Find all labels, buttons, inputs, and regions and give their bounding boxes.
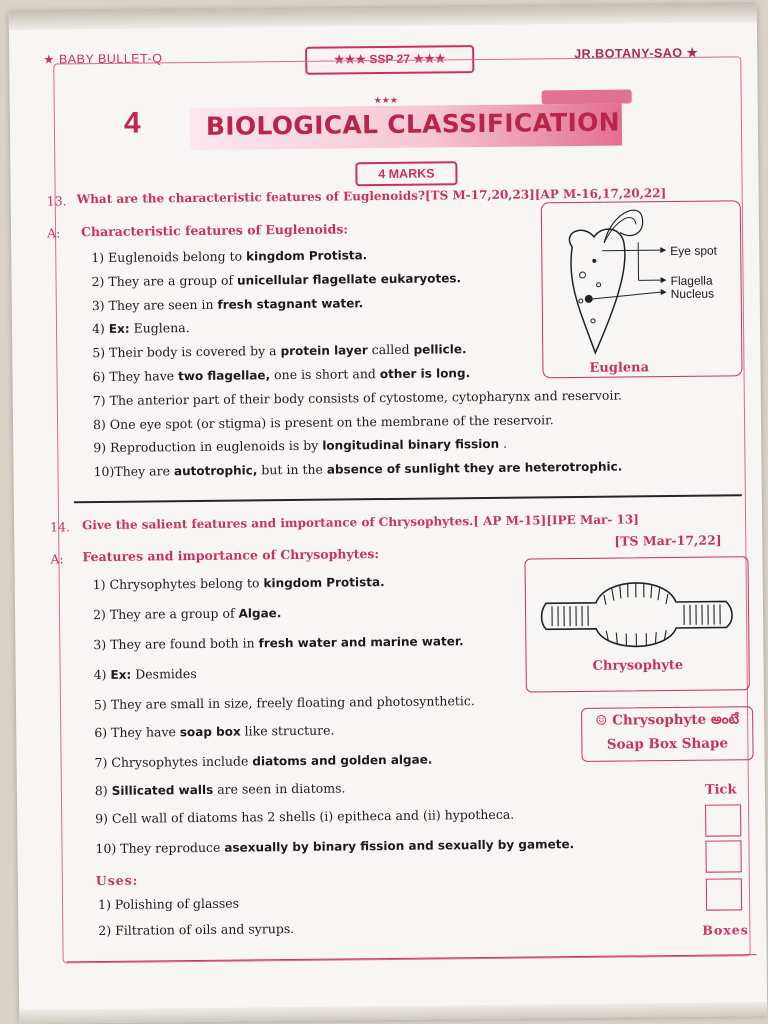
header-center-badge: ★★★ SSP 27 ★★★ bbox=[305, 45, 474, 75]
point-text: 3) They are seen in bbox=[91, 296, 218, 313]
page bbox=[9, 4, 768, 1024]
chrysophyte-diagram bbox=[524, 556, 749, 692]
tick-box-3 bbox=[706, 878, 742, 910]
point-text: but in the bbox=[257, 461, 327, 478]
bold-term: diatoms and golden algae. bbox=[252, 752, 433, 769]
header-left: ★ BABY BULLET-Q bbox=[43, 51, 163, 67]
q14-point-1 bbox=[93, 574, 385, 592]
chapter-number: 4 bbox=[123, 106, 141, 140]
q14-reference: [TS Mar-17,22] bbox=[614, 532, 722, 549]
euglena-diagram bbox=[541, 200, 743, 378]
title-accent bbox=[542, 89, 632, 104]
marks-badge: 4 MARKS bbox=[355, 161, 457, 186]
point-text: 10)They are bbox=[93, 463, 175, 480]
point-text: 9) Reproduction in euglenoids is by bbox=[93, 438, 323, 456]
tick-box-1 bbox=[705, 804, 741, 836]
tick-label: Tick bbox=[704, 782, 737, 798]
bold-term: absence of sunlight they are heterotrophic. bbox=[326, 459, 623, 477]
q14-number: 14. bbox=[50, 519, 71, 535]
q13-point-3 bbox=[92, 295, 363, 313]
point-text: 3) They are found both in bbox=[93, 635, 259, 653]
point-text: . bbox=[499, 436, 508, 452]
point-text: 7) The anterior part of their body consists of cytostome, cytopharynx and reservoir. bbox=[92, 387, 623, 408]
bold-term: unicellular flagellate eukaryotes. bbox=[236, 271, 462, 288]
q14-question: Give the salient features and importance of Chrysophytes.[ AP M-15][IPE Mar- 13] bbox=[82, 512, 639, 533]
use-item-2: 2) Filtration of oils and syrups. bbox=[98, 921, 295, 939]
soapbox-line-2: Soap Box Shape bbox=[606, 735, 729, 753]
point-text: 10) They reproduce bbox=[95, 839, 225, 857]
label-flagella: Flagella bbox=[670, 273, 713, 289]
point-text: 8) One eye spot (or stigma) is present on the membrane of the reservoir. bbox=[92, 411, 554, 432]
point-text: 5) Their body is covered by a bbox=[92, 343, 281, 361]
point-text: 6) They have bbox=[92, 368, 179, 385]
label-nucleus: Nucleus bbox=[670, 286, 715, 302]
label-eye-spot: Eye spot bbox=[670, 243, 718, 259]
point-text: 6) They have bbox=[94, 724, 180, 741]
q14-point-2 bbox=[93, 605, 281, 622]
point-text: 2) They are a group of bbox=[91, 272, 238, 289]
q14-point-4 bbox=[94, 666, 197, 682]
use-item-1: 1) Polishing of glasses bbox=[97, 895, 240, 913]
bold-term: protein layer bbox=[280, 343, 368, 359]
bold-term: kingdom Protista. bbox=[246, 248, 368, 264]
point-text: Desmides bbox=[131, 666, 197, 682]
point-text: are seen in diatoms. bbox=[213, 780, 346, 797]
bold-term: fresh stagnant water. bbox=[217, 295, 364, 312]
bold-term: asexually by binary fission and sexually by gamete. bbox=[224, 837, 575, 855]
bold-term: Algae. bbox=[238, 606, 282, 621]
bold-term: Ex: bbox=[108, 322, 130, 337]
chrysophyte-caption: Chrysophyte bbox=[592, 657, 684, 674]
point-text: 2) They are a group of bbox=[92, 605, 239, 623]
uses-heading: Uses: bbox=[95, 872, 139, 889]
soapbox-line-1: ☺ Chrysophyte అంటే bbox=[595, 711, 740, 729]
q13-point-4 bbox=[92, 320, 190, 336]
point-text: 8) bbox=[94, 782, 112, 799]
euglena-caption: Euglena bbox=[589, 360, 650, 376]
point-text: Euglena. bbox=[129, 320, 190, 337]
point-text: 1) Chrysophytes belong to bbox=[92, 575, 264, 593]
point-text: 1) Euglenoids belong to bbox=[91, 248, 247, 266]
bold-term: soap box bbox=[179, 724, 241, 740]
q13-number: 13. bbox=[46, 193, 67, 209]
point-text: 9) Cell wall of diatoms has 2 shells (i) epitheca and (ii) hypotheca. bbox=[95, 806, 515, 827]
bold-term: autotrophic, bbox=[173, 463, 258, 479]
point-text: 4) bbox=[93, 666, 111, 683]
q13-question: What are the characteristic features of Euglenoids?[TS M-17,20,23][AP M-16,17,20,22] bbox=[76, 186, 667, 207]
q13-answer-prefix: A: bbox=[46, 225, 61, 241]
bold-term: Sillicated walls bbox=[111, 782, 214, 798]
point-text: called bbox=[367, 341, 414, 358]
q13-point-1 bbox=[91, 247, 367, 265]
tick-box-2 bbox=[705, 840, 741, 872]
bold-term: pellicle. bbox=[413, 342, 467, 357]
q14-answer-prefix: A: bbox=[50, 551, 64, 567]
bold-term: kingdom Protista. bbox=[263, 575, 385, 591]
point-text: 4) bbox=[91, 321, 109, 337]
bold-term: other is long. bbox=[379, 366, 471, 382]
q14-point-8 bbox=[95, 780, 346, 798]
point-text: 5) They are small in size, freely floating and photosynthetic. bbox=[93, 693, 475, 713]
bold-term: two flagellae, bbox=[178, 368, 271, 384]
chapter-title: BIOLOGICAL CLASSIFICATION bbox=[205, 107, 621, 141]
point-text: one is short and bbox=[270, 366, 380, 383]
boxes-label: Boxes bbox=[702, 922, 749, 938]
point-text: like structure. bbox=[240, 722, 335, 739]
page-bottom-edge bbox=[19, 1002, 767, 1024]
q14-point-6 bbox=[94, 723, 334, 741]
q13-answer-heading: Characteristic features of Euglenoids: bbox=[80, 221, 349, 240]
header-right: JR.BOTANY-SAO ★ bbox=[574, 45, 699, 62]
bold-term: longitudinal binary fission bbox=[322, 437, 500, 454]
bold-term: Ex: bbox=[110, 667, 132, 682]
page-top-edge bbox=[9, 4, 757, 30]
title-stars: ★★★ bbox=[373, 95, 398, 107]
soapbox-note bbox=[581, 706, 754, 762]
bold-term: fresh water and marine water. bbox=[258, 634, 464, 651]
q14-answer-heading: Features and importance of Chrysophytes: bbox=[82, 546, 380, 565]
point-text: 7) Chrysophytes include bbox=[94, 753, 253, 771]
